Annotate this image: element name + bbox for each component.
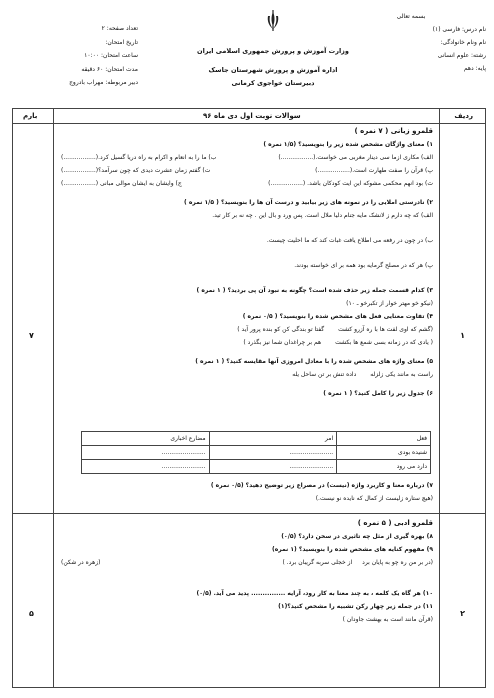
verb-table-header xyxy=(82,432,431,446)
row-number-1: ۱ xyxy=(460,331,465,340)
question-9-row xyxy=(61,556,433,569)
verb-header-verb: فعل xyxy=(337,432,431,446)
question-4a-first: (گشم که اوی لفت ها با ره آزرو کشت xyxy=(338,326,433,333)
question-9a-second: از خجلی سربه گریبان برد. ) xyxy=(282,559,353,566)
ministry-name: وزارت آموزش و پرورش جمهوری اسلامی ایران xyxy=(197,47,349,55)
question-8: ۸) بهره گیری از مثل چه تاثیری در سخن دارد؟ (۰/۵) xyxy=(281,533,433,540)
exam-time: ساعت امتحان: ۱۰:۰۰ xyxy=(84,52,138,59)
question-11a: (قرآن مانند است به بهشت جاودان ) xyxy=(342,616,433,623)
verb-table xyxy=(81,431,431,474)
section-title: قلمرو زبانی ( ۷ نمره ) xyxy=(354,127,433,135)
question-10: ۱۰) هر گاه یک کلمه ، به چند معنا به کار رود، آرایه ............... پدید می آید. (۰/۵) xyxy=(196,590,433,597)
exam-duration: مدت امتحان: ۶۰ دقیقه xyxy=(81,65,138,73)
question-1-row-c xyxy=(61,177,433,190)
question-5-row xyxy=(61,368,433,381)
column-header-row: ردیف xyxy=(454,112,473,120)
section-literary xyxy=(61,517,433,626)
exam-table xyxy=(12,108,486,688)
question-4-row-b xyxy=(61,336,433,349)
header-title-block xyxy=(178,10,368,90)
question-4a-second: گفتا تو بندگی کن کو بنده پرور آید ) xyxy=(237,326,325,333)
question-2b: ب) در چون در رفعه می اطلاع یافت غبات کند که ما احلیت چیست. xyxy=(266,237,433,244)
question-3a: (نیکو خو مهتر خوار از تکبرخو ـ ۱۰) xyxy=(346,300,433,307)
column-header-title: سوالات نوبت اول دی ماه ۹۶ xyxy=(203,112,301,120)
education-office: اداره آموزش و پرورش شهرستان جاسک xyxy=(208,66,338,74)
question-1c: پ) قرآن را صفت طهارت است.(.................) xyxy=(315,167,433,174)
teacher-name: دبیر مربوطه: مهراب بادروج xyxy=(69,79,138,86)
course-name: نام درس: فارسی (۱) xyxy=(432,26,486,33)
student-name-field[interactable]: نام ونام خانوادگی: xyxy=(440,39,486,46)
question-1-row-a xyxy=(61,151,433,164)
basmala: بسمه تعالی xyxy=(396,13,426,20)
question-9a-first: (در بر من ره چو به پایان برد xyxy=(362,559,433,566)
present-answer-cell[interactable]: ....................... xyxy=(82,446,210,460)
iran-emblem-icon xyxy=(266,10,280,32)
row-score-2: ۵ xyxy=(29,609,34,618)
question-4: ۴) تفاوت معنایی فعل های مشخص شده را بنویسید؟ ( ۰/۵ نمره ) xyxy=(242,313,433,320)
question-1a: الف) مکاری ازما سی دینار مغربی می خواست.(.................) xyxy=(278,154,433,161)
verb-header-present: مضارع اخباری xyxy=(82,432,210,446)
header-exam-info xyxy=(8,22,138,90)
verb-cell: دارد می رود xyxy=(337,460,431,474)
question-9a xyxy=(282,556,433,569)
page-count: تعداد صفحه: ۲ xyxy=(101,25,138,32)
column-header-score: بارم xyxy=(23,112,38,120)
section-linguistic xyxy=(61,125,433,400)
question-9: ۹) مفهوم کنایه های مشخص شده را بنویسید؟ (۱ نمره) xyxy=(271,546,433,553)
grade-level: پایه: دهم xyxy=(463,65,486,72)
section-linguistic-end xyxy=(61,479,433,505)
question-1f: ج) وایشان به ایشان موالی مبانی (.................) xyxy=(61,180,182,187)
present-answer-cell[interactable]: ....................... xyxy=(82,460,210,474)
question-6: ۶) جدول زیر را کامل کنید؟ ( ۱ نمره ) xyxy=(323,390,433,397)
question-2a: الف) که چه دارم ز لانشک مایه جنام دلیا ملال است. پس ورد و بال این . چه نه بر کار تید. xyxy=(212,212,433,219)
imperative-answer-cell[interactable]: ....................... xyxy=(209,460,337,474)
question-7: ۷) درباره معنا و کاربرد واژه (نیست) در مصراع زیر توضیح دهید؟ (۰/۵ نمره ) xyxy=(210,482,433,489)
verb-table-row xyxy=(82,446,431,460)
verb-cell: شنیده بودی xyxy=(337,446,431,460)
question-4-row-a xyxy=(61,323,433,336)
field-of-study: رشته: علوم انسانی xyxy=(437,52,486,59)
question-7a: (هیچ ستاره زلیست از کمال که نایده نو نیست.) xyxy=(315,495,433,502)
question-4b-second: هم بر چراغدان شما نیز بگذرد ) xyxy=(243,339,322,346)
question-1-row-b xyxy=(61,164,433,177)
question-5: ۵) معنای واژه های مشخص شده را با معادل امروزی آنها مقایسه کنید؟ ( ۱ نمره ) xyxy=(195,358,433,365)
exam-date: تاریخ امتحان: xyxy=(105,38,138,46)
question-11: ۱۱) در جمله زیر چهار رکن تشبیه را مشخص کنید؟(۱) xyxy=(278,603,433,610)
question-9b: (زهره در شکن) xyxy=(61,559,101,566)
question-1b: ب) ما را به انعام و اکرام به راه دریا گسیل کرد.(.................) xyxy=(61,154,217,161)
question-2: ۲) نادرستی املایی را در نمونه های زیر بیابید و درست آن ها را بنویسید؟ ( ۱/۵ نمره ) xyxy=(184,199,433,206)
school-name: دبیرستان خواجوی کرمانی xyxy=(231,79,315,87)
verb-header-imperative: امر xyxy=(209,432,337,446)
row-score-1: ۷ xyxy=(29,331,34,340)
question-1: ۱) معنای واژگان مشخص شده زیر را بنویسید؟ (۱/۵ نمره ) xyxy=(263,141,433,148)
exam-header xyxy=(8,10,486,110)
imperative-answer-cell[interactable]: ....................... xyxy=(209,446,337,460)
question-4b-first: ( یادی که در زمانه بسی شمع ها بکشت xyxy=(335,339,433,346)
row-number-2: ۲ xyxy=(460,609,465,618)
question-5-first: راست به مانند یکی زلزله xyxy=(370,371,433,378)
question-5-second: داده تنش بر تن ساحل یله xyxy=(292,371,357,378)
question-1d: ت) گفتم زمان عشرت دیدی که چون سرآمد؟(.................) xyxy=(61,167,211,174)
question-1e: ث) بود انهم محکمی مشوکه این ایت کودکان باشد. (.................) xyxy=(268,180,433,187)
verb-table-row xyxy=(82,460,431,474)
section-title: قلمرو ادبی ( ۵ نمره ) xyxy=(357,519,433,527)
question-2c: پ) هر که در مصلح گرمایه بود همه بر ای خواسته بودند. xyxy=(294,262,433,269)
question-3: ۳) کدام قسمت جمله زیر حذف شده است؟ چگونه به نبود آن پی بردید؟ ( ۱ نمره ) xyxy=(196,287,433,294)
